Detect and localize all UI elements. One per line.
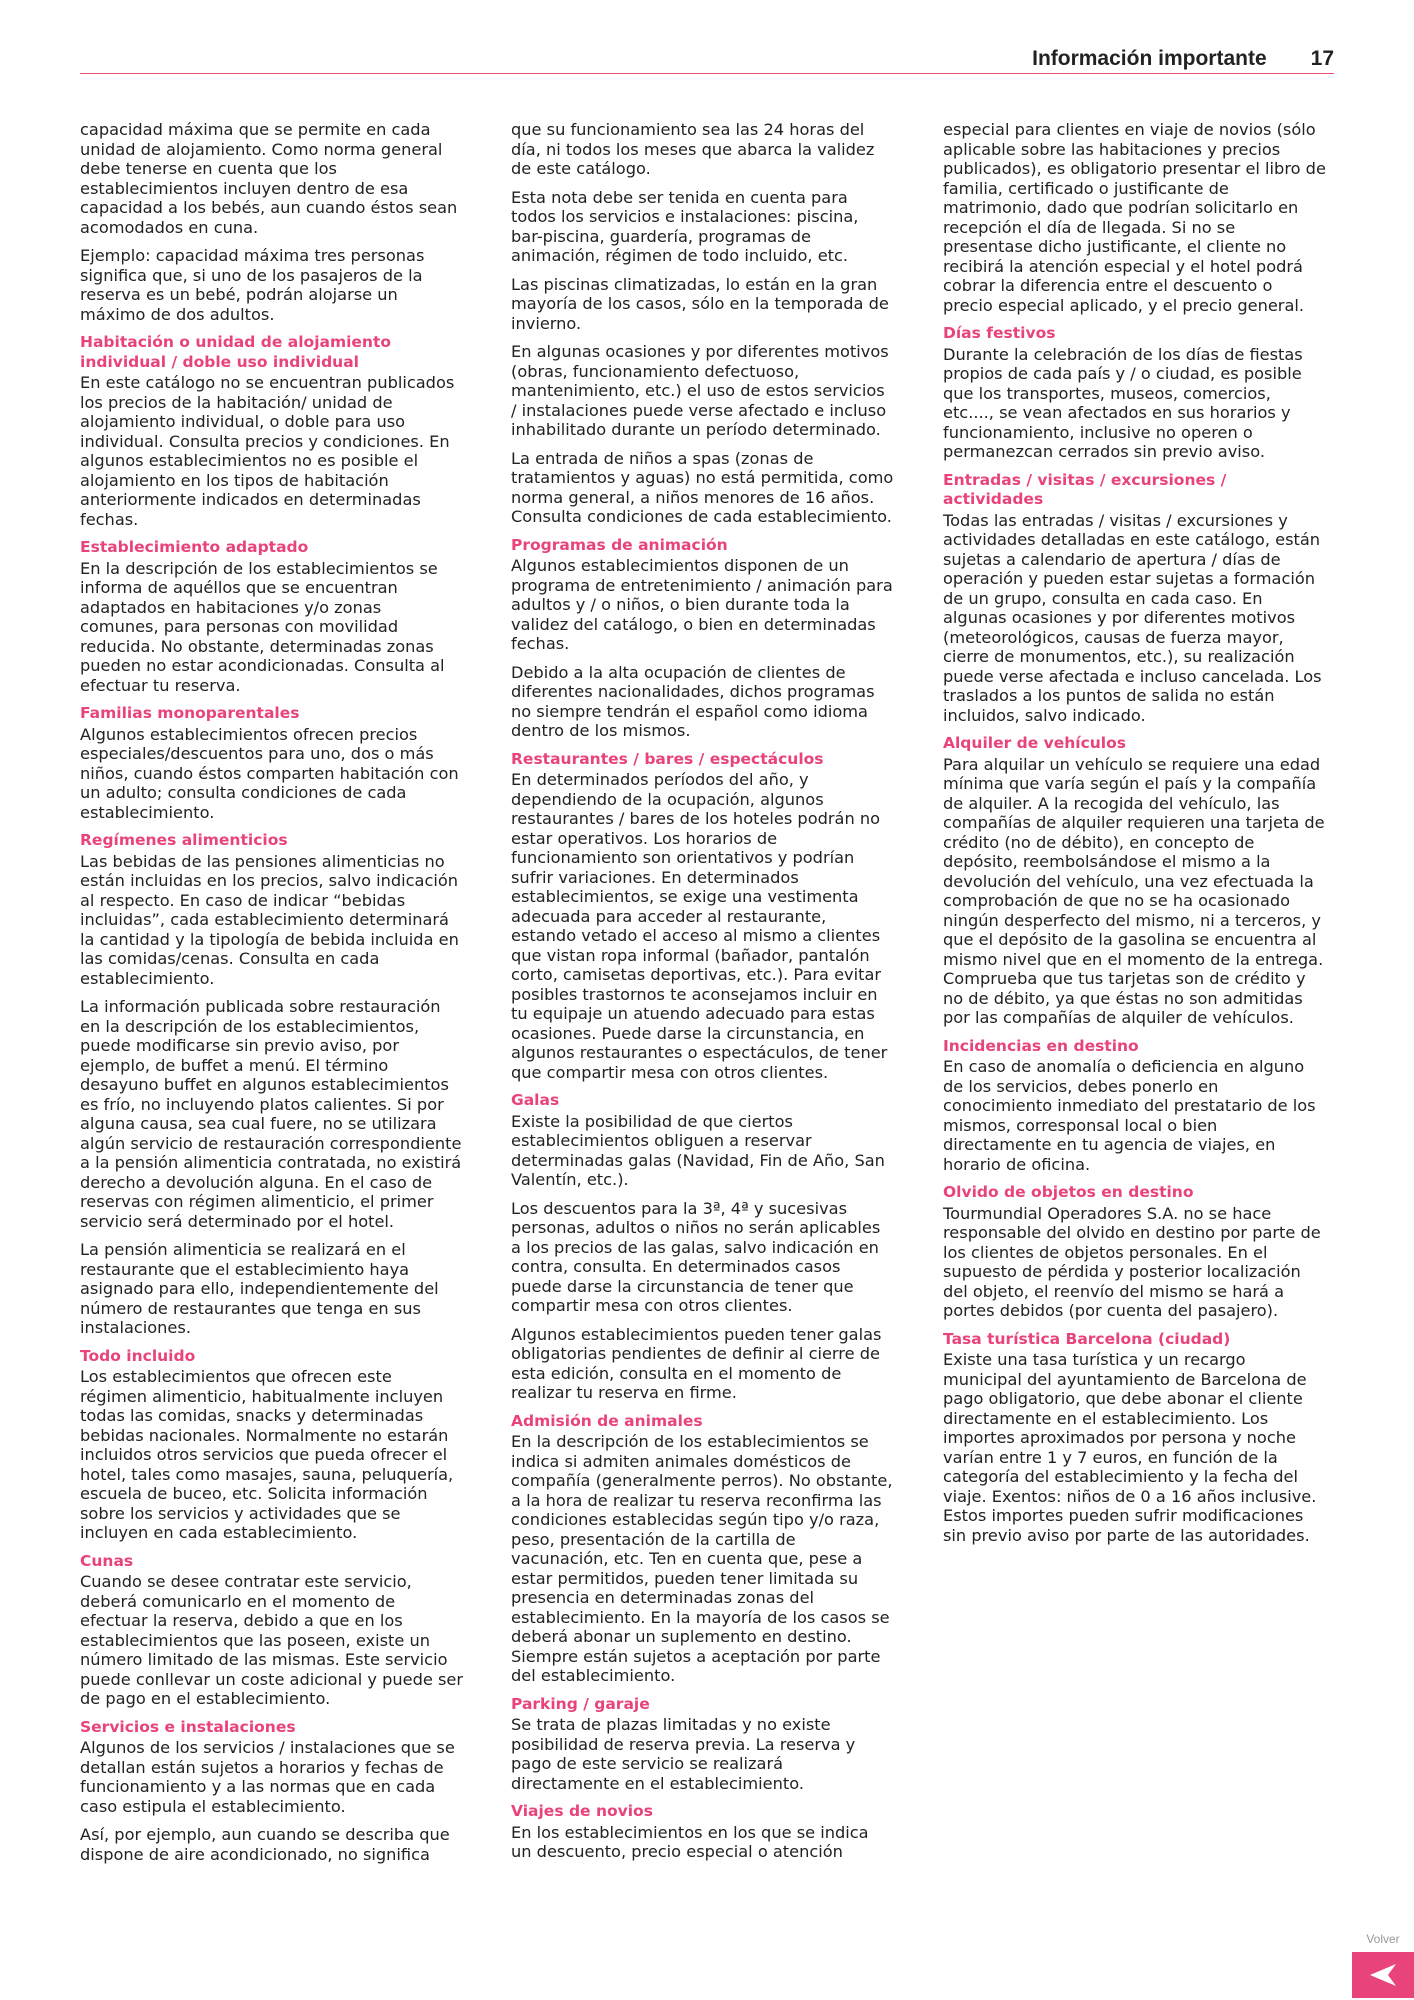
paragraph: Para alquilar un vehículo se requiere una edad mínima que varía según el país y la compañía de alquiler. A la recogida del vehículo, las compañías de alquiler requieren una tarjeta de crédito (no de débito), en concepto de depósito, reembolsándose el mismo a la devolución del vehículo, una vez efectuada la comprobación de que no se ha ocasionado ningún desperfecto del mismo, ni a terceros, y que el depósito de la gasolina se encuentra al mismo nivel que en el momento de la entrega. Comprueba que tus tarjetas son de crédito y no de débito, ya que éstas no son admitidas por las compañías de alquiler de vehículos. <box>943 754 1325 1027</box>
paragraph: Ejemplo: capacidad máxima tres personas significa que, si uno de los pasajeros de la reserva es un bebé, podrán alojarse un máximo de dos adultos. <box>80 246 425 324</box>
paragraph: En este catálogo no se encuentran publicados los precios de la habitación/ unidad de alojamiento individual, o doble para uso individual. Consulta precios y condiciones. En algunos establecimientos no es posible el alojamiento en los tipos de habitación anteriormente indicados en determinadas fechas. <box>80 373 455 529</box>
paragraph: Se trata de plazas limitadas y no existe posibilidad de reserva previa. La reserva y pago de este servicio se realizará directamente en el establecimiento. <box>511 1715 856 1793</box>
section-heading: Regímenes alimenticios <box>80 831 288 849</box>
section-heading: Familias monoparentales <box>80 704 300 722</box>
column-3 <box>943 120 1326 1554</box>
section <box>511 750 894 1083</box>
paragraph: Algunos establecimientos ofrecen precios especiales/descuentos para uno, dos o más niños, cuando éstos comparten habitación con un adulto; consulta condiciones de cada establecimiento. <box>80 724 459 822</box>
paragraph: Cuando se desee contratar este servicio, deberá comunicarlo en el momento de efectuar la reserva, debido a que en los establecimientos que las poseen, existe un número limitado de las mismas. Este servicio puede conllevar un coste adicional y puede ser de pago en el establecimiento. <box>80 1572 464 1708</box>
section <box>80 538 463 695</box>
section-heading: Tasa turística Barcelona (ciudad) <box>943 1329 1231 1348</box>
paragraph: Existe la posibilidad de que ciertos establecimientos obliguen a reservar determinadas galas (Navidad, Fin de Año, San Valentín, etc.). <box>511 1111 885 1189</box>
section-heading: Galas <box>511 1091 560 1109</box>
section <box>943 1330 1326 1546</box>
section-heading: Días festivos <box>943 324 1056 342</box>
paragraph: Existe una tasa turística y un recargo municipal del ayuntamiento de Barcelona de pago obligatorio, que debe abonar el cliente directamente en el establecimiento. Los importes aproximados por persona y noche varían entre 1 y 7 euros, en función de la categoría del establecimiento y la fecha del viaje. Exentos: niños de 0 a 16 años inclusive. Estos importes pueden sufrir modificaciones sin previo aviso por parte de las autoridades. <box>943 1350 1317 1545</box>
paragraph: Los establecimientos que ofrecen este régimen alimenticio, habitualmente incluyen todas las comidas, snacks y determinadas bebidas nacionales. Normalmente no estarán incluidos otros servicios que pueda ofrecer el hotel, tales como masajes, sauna, peluquería, escuela de buceo, etc. Solicita información sobre los servicios y actividades que se incluyen en cada establecimiento. <box>80 1367 454 1542</box>
section <box>511 1802 894 1862</box>
section <box>80 120 463 324</box>
section-heading: Cunas <box>80 1551 134 1570</box>
column-1 <box>80 120 463 1873</box>
section <box>511 1412 894 1686</box>
paragraph: Algunos establecimientos pueden tener galas obligatorias pendientes de definir al cierre de esta edición, consulta en el momento de realizar tu reserva en firme. <box>511 1324 882 1402</box>
section <box>511 1695 894 1794</box>
section <box>80 333 463 529</box>
section <box>943 324 1326 462</box>
paragraph: La información publicada sobre restauración en la descripción de los establecimientos, puede modificarse sin previo aviso, por ejemplo, de buffet a menú. El término desayuno buffet en algunos establecimientos es frío, no incluyendo platos calientes. Si por alguna causa, sea cual fuere, no se utilizara algún servicio de restauración correspondiente a la pensión alimenticia contratada, no existirá derecho a devolución alguna. En el caso de reservas con régimen alimenticio, el primer servicio será determinado por el hotel. <box>80 997 462 1231</box>
section-heading: Alquiler de vehículos <box>943 734 1126 752</box>
paragraph: especial para clientes en viaje de novios (sólo aplicable sobre las habitaciones y precios publicados), es obligatorio presentar el libro de familia, certificado o justificante de matrimonio, dado que podrían solicitarlo en recepción el día de llegada. Si no se presentase dicho justificante, el cliente no recibirá la atención especial y el hotel podrá cobrar la diferencia entre el descuento o precio especial aplicado, y el precio general. <box>943 120 1326 315</box>
paragraph: En determinados períodos del año, y dependiendo de la ocupación, algunos restaurantes / bares de los hoteles podrán no estar operativos. Los horarios de funcionamiento son orientativos y podrían sufrir variaciones. En determinados establecimientos, se exige una vestimenta adecuada para acceder al restaurante, estando vetado el acceso al mismo a clientes que vistan ropa informal (bañador, pantalón corto, camisetas deportivas, etc.). Para evitar posibles trastornos te aconsejamos incluir en tu equipaje un atuendo adecuado para estas ocasiones. Puede darse la circunstancia, en algunos restaurantes o espectáculos, de tener que compartir mesa con otros clientes. <box>511 770 888 1082</box>
section <box>80 704 463 822</box>
paragraph: En la descripción de los establecimientos se informa de aquéllos que se encuentran adaptados en habitaciones y/o zonas comunes, para personas con movilidad reducida. No obstante, determinadas zonas pueden no estar acondicionadas. Consulta al efectuar tu reserva. <box>80 558 445 695</box>
section-heading: Admisión de animales <box>511 1411 703 1430</box>
column-2 <box>511 120 894 1871</box>
page-title: Información importante <box>1032 47 1267 70</box>
section-heading: Parking / garaje <box>511 1694 650 1713</box>
section <box>943 120 1326 315</box>
paragraph: Todas las entradas / visitas / excursiones y actividades detalladas en este catálogo, están sujetas a calendario de apertura / días de operación y pueden estar sujetas a formación de un grupo, consulta en cada caso. En algunas ocasiones y por diferentes motivos (meteorológicos, causas de fuerza mayor, cierre de monumentos, etc.), su realización puede verse afectada e incluso cancelada. Los traslados a los puntos de salida no están incluidos, salvo indicado. <box>943 510 1322 725</box>
paragraph: Algunos establecimientos disponen de un programa de entretenimiento / animación para adultos y / o niños, o bien durante toda la validez del catálogo, o bien en determinadas fechas. <box>511 556 893 653</box>
paragraph: En la descripción de los establecimientos se indica si admiten animales domésticos de compañía (generalmente perros). No obstante, a la hora de realizar tu reserva reconfirma las condiciones establecidas según tipo y/o raza, peso, presentación de la cartilla de vacunación, etc. Ten en cuenta que, pese a estar permitidos, pueden tener limitada su presencia en determinadas zonas del establecimiento. En la mayoría de los casos se deberá abonar un suplemento en destino. Siempre están sujetos a aceptación por parte del establecimiento. <box>511 1432 893 1685</box>
section-heading: Incidencias en destino <box>943 1036 1139 1055</box>
page-header <box>80 44 1334 74</box>
section <box>80 831 463 1338</box>
section-heading: Restaurantes / bares / espectáculos <box>511 749 824 768</box>
section-heading: Establecimiento adaptado <box>80 538 309 556</box>
page-number: 17 <box>1310 47 1334 70</box>
paragraph: La pensión alimenticia se realizará en el restaurante que el establecimiento haya asignado para ello, independientemente del número de restaurantes que tenga en sus instalaciones. <box>80 1240 439 1337</box>
paragraph: La entrada de niños a spas (zonas de tratamientos y aguas) no está permitida, como norma general, a niños menores de 16 años. Consulta condiciones de cada establecimiento. <box>511 448 894 526</box>
back-label: Volver <box>1366 1932 1400 1946</box>
section <box>943 471 1326 726</box>
section-heading: Olvido de objetos en destino <box>943 1183 1194 1201</box>
paragraph: Las bebidas de las pensiones alimenticias no están incluidas en los precios, salvo indicación al respecto. En caso de indicar “bebidas incluidas”, cada establecimiento determinará la cantidad y la tipología de bebida incluida en las comidas/cenas. Consulta en cada establecimiento. <box>80 851 459 988</box>
paragraph: Durante la celebración de los días de fiestas propios de cada país y / o ciudad, es posible que los transportes, museos, comercios, etc...., se vean afectados en sus horarios y funcionamiento, inclusive no operen o permanezcan cerrados sin previo aviso. <box>943 344 1303 461</box>
paragraph: capacidad máxima que se permite en cada unidad de alojamiento. Como norma general debe tenerse en cuenta que los establecimientos incluyen dentro de esa capacidad a los bebés, aun cuando éstos sean acomodados en cuna. <box>80 120 458 237</box>
paragraph: Algunos de los servicios / instalaciones que se detallan están sujetos a horarios y fechas de funcionamiento y a las normas que en cada caso estipula el establecimiento. <box>80 1738 455 1816</box>
paragraph: Así, por ejemplo, aun cuando se describa que dispone de aire acondicionado, no significa <box>80 1825 450 1864</box>
section <box>80 1552 463 1709</box>
paragraph: Tourmundial Operadores S.A. no se hace responsable del olvido en destino por parte de los clientes de objetos personales. En el supuesto de pérdida y posterior localización del objeto, el reenvío del mismo se hará a portes debidos (por cuenta del pasajero). <box>943 1203 1321 1320</box>
section <box>511 120 894 527</box>
section-heading: Entradas / visitas / excursiones / actividades <box>943 470 1227 508</box>
paragraph: que su funcionamiento sea las 24 horas del día, ni todos los meses que abarca la validez de este catálogo. <box>511 120 875 178</box>
paragraph: Debido a la alta ocupación de clientes de diferentes nacionalidades, dichos programas no siempre tendrán el español como idioma dentro de los mismos. <box>511 662 875 740</box>
section <box>943 1183 1326 1321</box>
section <box>511 1091 894 1403</box>
section <box>943 734 1326 1028</box>
back-arrow-icon[interactable] <box>1352 1952 1414 1998</box>
paragraph: Esta nota debe ser tenida en cuenta para todos los servicios e instalaciones: piscina, bar-piscina, guardería, programas de animación, régimen de todo incluido, etc. <box>511 187 859 265</box>
section-heading: Programas de animación <box>511 535 728 554</box>
paragraph: Los descuentos para la 3ª, 4ª y sucesivas personas, adultos o niños no serán aplicables a los precios de las galas, salvo indicación en contra, consulta. En determinados casos puede darse la circunstancia de tener que compartir mesa con otros clientes. <box>511 1198 881 1315</box>
paragraph: En caso de anomalía o deficiencia en alguno de los servicios, debes ponerlo en conocimiento inmediato del prestatario de los mismos, corresponsal local o bien directamente en tu agencia de viajes, en horario de oficina. <box>943 1057 1316 1174</box>
section <box>943 1037 1326 1175</box>
section-heading: Servicios e instalaciones <box>80 1717 296 1736</box>
paragraph: En algunas ocasiones y por diferentes motivos (obras, funcionamiento defectuoso, mantenimiento, etc.) el uso de estos servicios / instalaciones puede verse afectado e incluso inhabilitado durante un período determinado. <box>511 342 889 439</box>
section <box>80 1347 463 1543</box>
section-heading: Habitación o unidad de alojamiento individual / doble uso individual <box>80 333 392 371</box>
section-heading: Viajes de novios <box>511 1802 653 1820</box>
paragraph: En los establecimientos en los que se indica un descuento, precio especial o atención <box>511 1822 869 1861</box>
section <box>80 1718 463 1865</box>
section-heading: Todo incluido <box>80 1346 196 1365</box>
paragraph: Las piscinas climatizadas, lo están en la gran mayoría de los casos, sólo en la temporada de invierno. <box>511 274 889 333</box>
back-button[interactable] <box>1352 1932 1414 1998</box>
section <box>511 536 894 741</box>
header-divider <box>80 73 1334 74</box>
